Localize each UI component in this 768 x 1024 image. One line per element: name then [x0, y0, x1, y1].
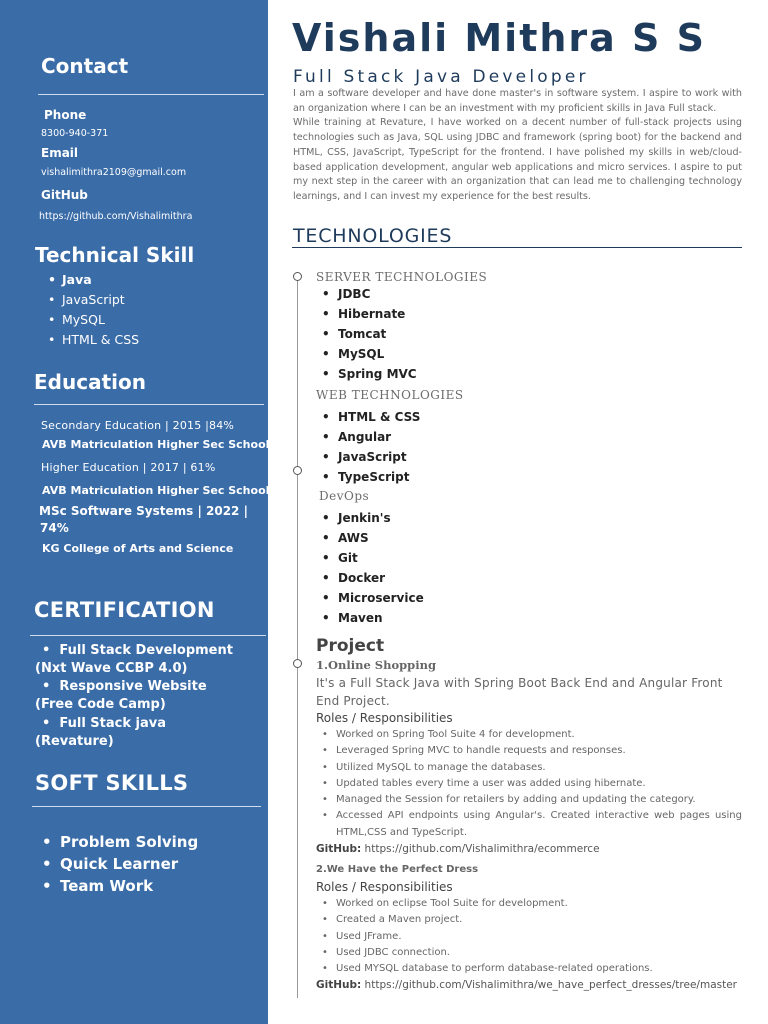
education-degree: Secondary Education | 2015 |84% [41, 419, 235, 432]
tech-item: • Maven [318, 608, 424, 628]
responsibility-list [318, 727, 742, 841]
responsibility-item: • Worked on Spring Tool Suite 4 for development. [318, 727, 742, 743]
devops-list [318, 508, 424, 628]
server-tech-label: SERVER TECHNOLOGIES [316, 270, 488, 284]
candidate-name: Vishali Mithra S S [292, 16, 706, 60]
skill-item: • MySQL [36, 310, 139, 330]
tech-item: • HTML & CSS [318, 407, 420, 427]
technical-skill-heading: Technical Skill [35, 243, 195, 267]
tech-item: • Microservice [318, 588, 424, 608]
web-tech-list [318, 407, 420, 487]
project-github[interactable] [316, 979, 737, 991]
bullet: • [42, 643, 51, 658]
tech-item: • JDBC [318, 284, 417, 304]
soft-skill-item: • Quick Learner [40, 853, 198, 875]
roles-label: Roles / Responsibilities [316, 880, 453, 894]
project-title: 1.Online Shopping [316, 658, 436, 672]
summary-paragraph: I am a software developer and have done master's in software system. I aspire to work with an organization where I can be an investment with my proficient skills in Java Full stack. [293, 88, 742, 114]
responsibility-item: • Updated tables every time a user was added using hibernate. [318, 776, 742, 792]
email-label: Email [41, 146, 79, 160]
phone-value: 8300-940-371 [41, 128, 109, 139]
certification-divider [30, 635, 266, 636]
certification-item [35, 642, 265, 678]
github-label: GitHub: [316, 843, 362, 855]
soft-skills-list [40, 831, 198, 897]
education-school: AVB Matriculation Higher Sec School [42, 484, 270, 497]
github-label: GitHub [41, 188, 88, 202]
tech-item: • Spring MVC [318, 364, 417, 384]
certification-title: Full Stack Development [59, 643, 233, 658]
tech-item: • Hibernate [318, 304, 417, 324]
soft-skill-item: • Team Work [40, 875, 198, 897]
responsibility-item: • Created a Maven project. [318, 912, 742, 928]
education-degree: MSc Software Systems | 2022 | [39, 504, 248, 518]
tech-item: • TypeScript [318, 467, 420, 487]
tech-item: • Git [318, 548, 424, 568]
responsibility-item: • Utilized MySQL to manage the databases. [318, 760, 742, 776]
github-link[interactable]: https://github.com/Vishalimithra/we_have_perfect_dresses/tree/master [361, 979, 737, 991]
github-link[interactable]: https://github.com/Vishalimithra/ecommerce [361, 843, 600, 855]
timeline-dot [293, 659, 302, 668]
education-degree: 74% [40, 521, 69, 535]
tech-item: • Tomcat [318, 324, 417, 344]
phone-label: Phone [44, 108, 87, 122]
contact-heading: Contact [41, 54, 129, 78]
certification-issuer: (Revature) [35, 734, 114, 749]
email-value[interactable]: vishalimithra2109@gmail.com [41, 167, 187, 178]
devops-label: DevOps [319, 489, 370, 503]
technologies-heading: TECHNOLOGIES [293, 225, 453, 247]
project-title: 2.We Have the Perfect Dress [316, 864, 479, 875]
responsibility-item: • Worked on eclipse Tool Suite for development. [318, 896, 742, 912]
certification-heading: CERTIFICATION [34, 598, 215, 622]
responsibility-item: • Used JDBC connection. [318, 945, 742, 961]
certification-issuer: (Nxt Wave CCBP 4.0) [35, 661, 188, 676]
certification-title: Full Stack java [59, 716, 167, 731]
certification-item [35, 715, 265, 751]
soft-skills-divider [32, 806, 261, 807]
contact-divider [38, 94, 264, 95]
soft-skills-heading: SOFT SKILLS [35, 771, 189, 795]
github-link[interactable]: https://github.com/Vishalimithra [39, 211, 193, 222]
skill-item: • Java [36, 270, 139, 290]
responsibility-item: • Used JFrame. [318, 929, 742, 945]
project-github[interactable] [316, 843, 600, 855]
candidate-role: Full Stack Java Developer [293, 67, 589, 87]
tech-item: • Docker [318, 568, 424, 588]
responsibility-item: • Managed the Session for retailers by adding and updating the category. [318, 792, 742, 808]
education-school: AVB Matriculation Higher Sec School [42, 438, 270, 451]
skill-item: • HTML & CSS [36, 330, 139, 350]
responsibility-list [318, 896, 742, 977]
education-heading: Education [34, 370, 146, 394]
skill-item: • JavaScript [36, 290, 139, 310]
certification-item [35, 678, 265, 714]
timeline-dot [293, 272, 302, 281]
responsibility-item: • Accessed API endpoints using Angular's. Created interactive web pages using HTML,CSS and TypeScript. [318, 808, 742, 841]
tech-item: • JavaScript [318, 447, 420, 467]
tech-item: • MySQL [318, 344, 417, 364]
bullet: • [42, 716, 51, 731]
technical-skill-list [36, 270, 139, 350]
github-label: GitHub: [316, 979, 362, 991]
web-tech-label: WEB TECHNOLOGIES [316, 388, 464, 402]
project-heading: Project [316, 636, 385, 656]
education-school: KG College of Arts and Science [42, 542, 234, 555]
education-divider [34, 404, 264, 405]
technologies-divider [292, 247, 742, 248]
project-description: It's a Full Stack Java with Spring Boot Back End and Angular Front End Project. [316, 676, 723, 708]
tech-item: • Jenkin's [318, 508, 424, 528]
server-tech-list [318, 284, 417, 384]
certification-issuer: (Free Code Camp) [35, 697, 166, 712]
timeline-line [297, 272, 298, 998]
tech-item: • Angular [318, 427, 420, 447]
timeline-dot [293, 466, 302, 475]
tech-item: • AWS [318, 528, 424, 548]
education-degree: Higher Education | 2017 | 61% [41, 461, 216, 474]
profile-summary [293, 87, 742, 205]
responsibility-item: • Used MYSQL database to perform database-related operations. [318, 961, 742, 977]
bullet: • [42, 679, 51, 694]
responsibility-item: • Leveraged Spring MVC to handle requests and responses. [318, 743, 742, 759]
roles-label: Roles / Responsibilities [316, 711, 453, 725]
summary-paragraph: While training at Revature, I have worked on a decent number of full-stack projects using technologies such as Java, SQL using JDBC and framework (spring boot) for the backend and HTML, CSS, JavaScript, TypeScript for the frontend. I have polished my skills in web/cloud-based application development, angular web applications and micro services. I aspire to put my next step in the career with an organization that can lead me to challenging technology learnings, and I can invest my experience for the best results. [293, 117, 742, 202]
sidebar [0, 0, 268, 1024]
certification-title: Responsive Website [59, 679, 207, 694]
soft-skill-item: • Problem Solving [40, 831, 198, 853]
